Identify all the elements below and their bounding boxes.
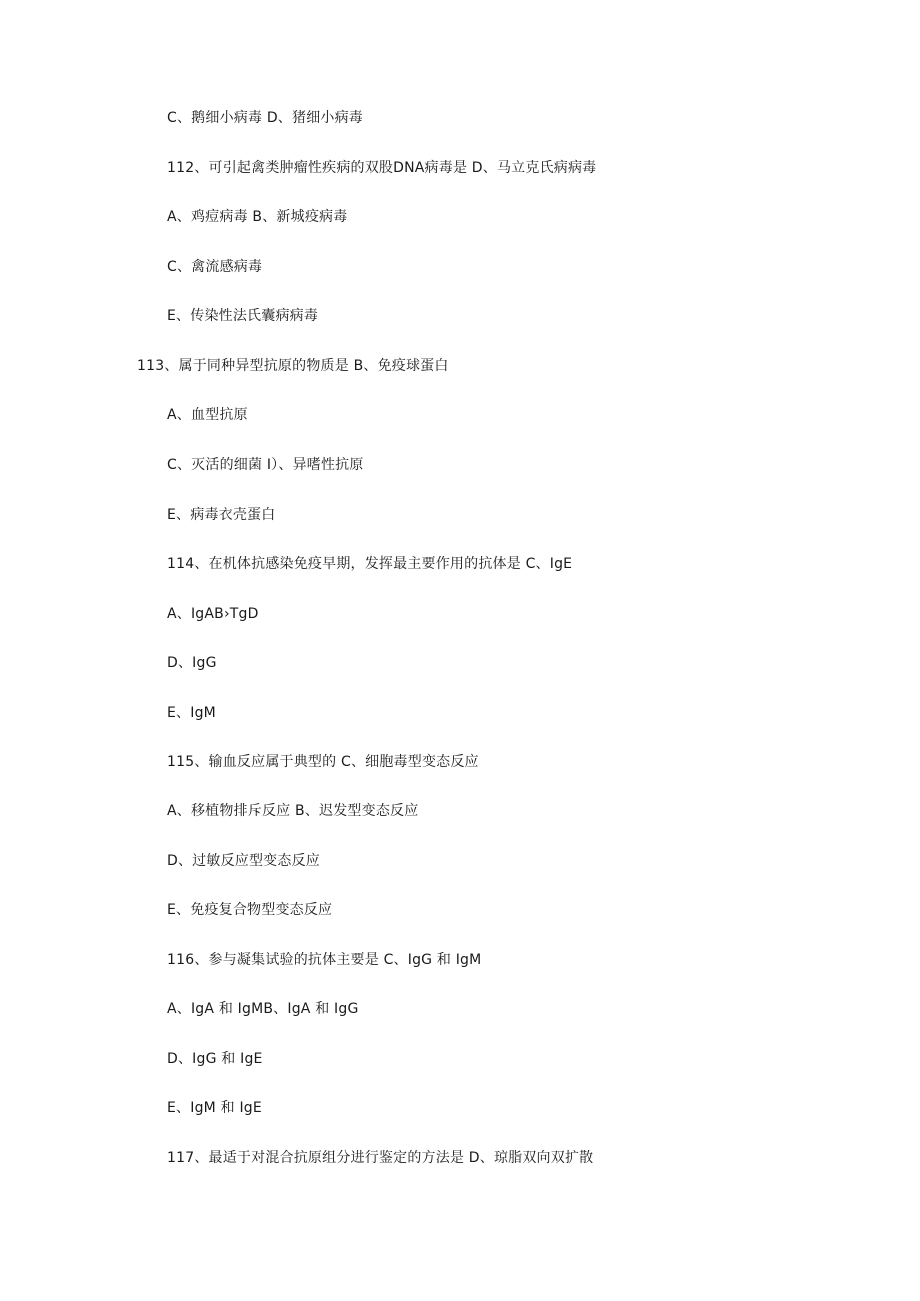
- option-line-114-d: D、IgG: [167, 655, 217, 671]
- option-line-115-ab: A、移植物排斥反应 B、迟发型变态反应: [167, 803, 419, 819]
- option-line-113-a: A、血型抗原: [167, 407, 248, 423]
- question-113: 113、属于同种异型抗原的物质是 B、免疫球蛋白: [137, 358, 449, 374]
- text-line-option-cd-111: C、鹅细小病毒 D、猪细小病毒: [167, 110, 364, 126]
- option-line-113-e: E、病毒衣壳蛋白: [167, 507, 276, 523]
- option-line-114-ab: A、IgAB›TgD: [167, 606, 259, 622]
- question-115: 115、输血反应属于典型的 C、细胞毒型变态反应: [167, 754, 479, 770]
- option-line-116-d: D、IgG 和 IgE: [167, 1051, 263, 1067]
- option-line-112-e: E、传染性法氏囊病病毒: [167, 308, 319, 324]
- option-line-116-ab: A、IgA 和 IgMB、IgA 和 IgG: [167, 1001, 359, 1017]
- option-line-116-e: E、IgM 和 IgE: [167, 1100, 262, 1116]
- question-114: 114、在机体抗感染免疫早期，发挥最主要作用的抗体是 C、IgE: [167, 556, 573, 572]
- option-line-115-d: D、过敏反应型变态反应: [167, 853, 320, 869]
- option-line-114-e: E、IgM: [167, 705, 216, 721]
- option-line-112-ab: A、鸡痘病毒 B、新城疫病毒: [167, 209, 348, 225]
- option-line-115-e: E、免疫复合物型变态反应: [167, 902, 333, 918]
- question-116: 116、参与凝集试验的抗体主要是 C、IgG 和 IgM: [167, 952, 482, 968]
- option-line-113-cd: C、灭活的细菌 I）、异嗜性抗原: [167, 457, 364, 473]
- question-112: 112、可引起禽类肿瘤性疾病的双股DNA病毒是 D、马立克氏病病毒: [167, 160, 597, 176]
- question-117: 117、最适于对混合抗原组分进行鉴定的方法是 D、琼脂双向双扩散: [167, 1150, 594, 1166]
- option-line-112-c: C、禽流感病毒: [167, 259, 263, 275]
